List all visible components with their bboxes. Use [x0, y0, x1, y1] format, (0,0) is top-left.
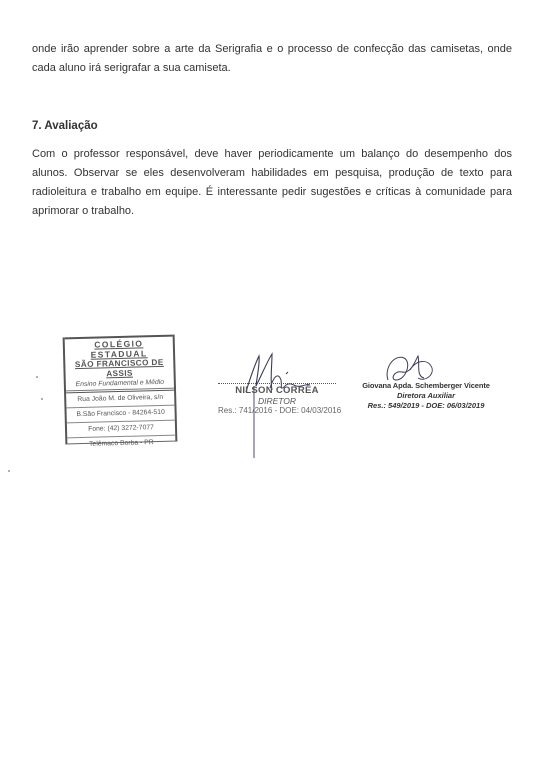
paragraph-evaluation: Com o professor responsável, deve haver periodicamente um balanço do desempenho dos alunos. Observar se eles desenvolveram habilidades em pesquisa, produção de texto para radioleitura e trabalho em equipe. É interessante pedir sugestões e críticas à comunidade para aprimorar o trabalho.	[32, 148, 512, 217]
paragraph-continuation: onde irão aprender sobre a arte da Serigrafia e o processo de confecção das camisetas, onde cada aluno irá serigrafar a sua camiseta.	[32, 43, 512, 74]
director-name: NILSON CORRÊA	[235, 385, 319, 396]
signature-line	[218, 383, 336, 384]
auxiliary-director-role: Diretora Auxiliar	[396, 391, 456, 400]
stamp-education-level: Ensino Fundamental e Médio	[66, 378, 174, 392]
section-heading-evaluation: 7. Avaliação	[32, 120, 98, 132]
stamp-school-name: SÃO FRANCISCO DE ASSIS	[74, 357, 164, 379]
director-role: DIRETOR	[257, 396, 297, 406]
director-signature-block	[218, 383, 342, 416]
auxiliary-director-resolution: Res.: 549/2019 - DOE: 06/03/2019	[367, 401, 485, 410]
auxiliary-director-name: Giovana Apda. Schemberger Vicente	[362, 381, 490, 390]
auxiliary-director-signature-block	[346, 380, 506, 411]
stamp-school-type: COLÉGIO ESTADUAL	[90, 338, 148, 360]
director-resolution: Res.: 741/2016 - DOE: 04/03/2016	[218, 406, 342, 415]
school-stamp	[63, 335, 178, 448]
scan-mark	[41, 398, 43, 400]
stamp-city: Telêmaco Borba - PR	[89, 439, 154, 448]
stamp-header	[65, 335, 174, 394]
scan-mark	[8, 470, 10, 472]
scan-mark	[36, 376, 38, 378]
stamp-address: Rua João M. de Oliveira, s/n	[66, 391, 174, 409]
stamp-district: B.São Francisco - 84264-510	[66, 406, 174, 424]
stamp-phone: Fone: (42) 3272-7077	[67, 421, 175, 439]
